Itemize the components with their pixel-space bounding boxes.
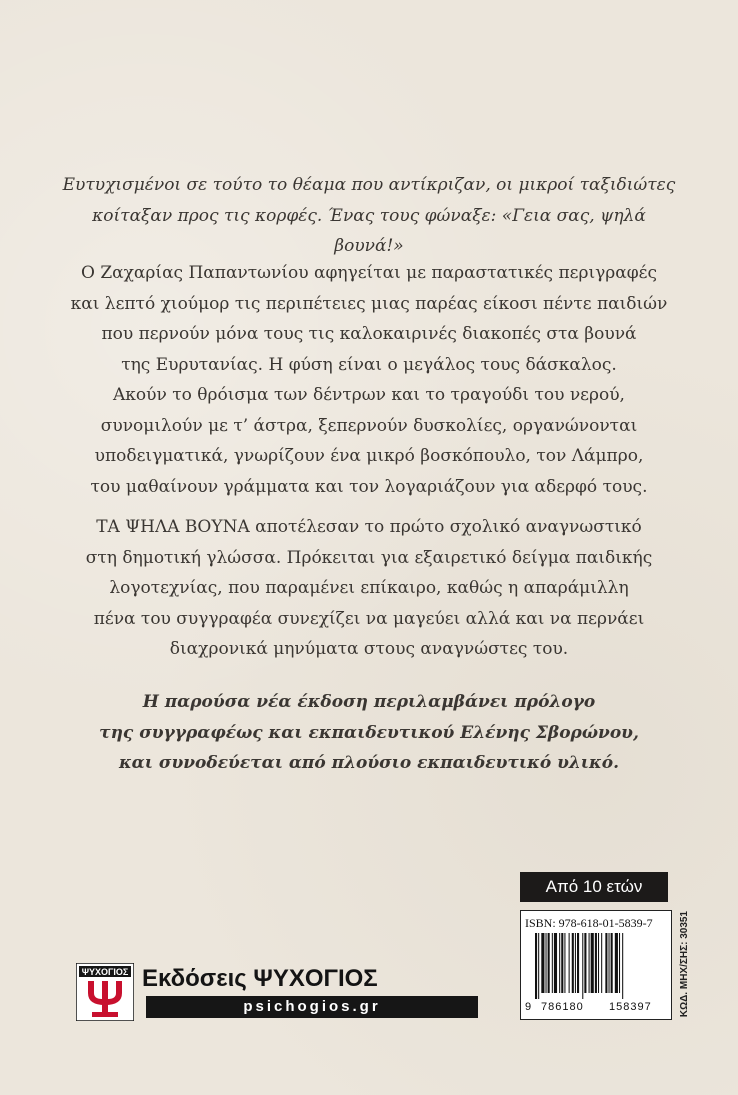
edition-line: της συγγραφέως και εκπαιδευτικού Ελένης Σβορώνου, xyxy=(99,722,639,743)
barcode-bar xyxy=(598,933,599,993)
barcode-bar xyxy=(546,933,547,993)
barcode-bar xyxy=(572,933,574,993)
barcode-bar xyxy=(548,933,550,993)
barcode-bar xyxy=(609,933,610,993)
barcode-bar xyxy=(541,933,544,993)
barcode-bar xyxy=(552,933,553,993)
edition-line: και συνοδεύεται από πλούσιο εκπαιδευτικό υλικό. xyxy=(118,753,620,773)
story-line: που περνούν μόνα τους τις καλοκαιρινές διακοπές στα βουνά xyxy=(101,324,637,344)
story-line: του μαθαίνουν γράμματα και τον λογαριάζουν για αδερφό τους. xyxy=(90,476,648,497)
barcode xyxy=(520,910,672,1020)
barcode-bar xyxy=(619,933,620,993)
logo-wordmark: ΨΥΧΟΓΙΟΣ xyxy=(81,967,129,977)
barcode-bar xyxy=(601,933,602,993)
product-code xyxy=(676,910,692,1018)
barcode-bar xyxy=(589,933,590,993)
barcode-bar xyxy=(611,933,613,993)
isbn-label: ISBN: 978-618-01-5839-7 xyxy=(525,916,653,930)
barcode-bar xyxy=(564,933,565,993)
publisher-name: Εκδόσεις ΨΥΧΟΓΙΟΣ xyxy=(142,965,378,992)
psychogios-logo-icon xyxy=(76,963,134,1021)
barcode-bar xyxy=(582,933,583,999)
story-summary xyxy=(60,258,678,502)
barcode-bar xyxy=(569,933,570,993)
edition-line: Η παρούσα νέα έκδοση περιλαμβάνει πρόλογο xyxy=(142,692,596,712)
barcode-bar xyxy=(584,933,586,993)
story-line: συνομιλούν με τ’ άστρα, ξεπερνούν δυσκολίες, οργανώνονται xyxy=(100,415,638,436)
story-line: Ακούν το θρόισμα των δέντρων και το τραγούδι του νερού, xyxy=(113,385,625,405)
barcode-bar xyxy=(622,933,623,999)
barcode-bar xyxy=(575,933,576,993)
barcode-bar xyxy=(561,933,563,993)
barcode-digit-first: 9 xyxy=(525,1001,532,1013)
about-line: πένα του συγγραφέα συνεχίζει να μαγεύει αλλά και να περνάει xyxy=(93,608,645,629)
about-line: λογοτεχνίας, που παραμένει επίκαιρο, καθώς η απαράμιλλη xyxy=(109,578,629,598)
story-line: Ο Ζαχαρίας Παπαντωνίου αφηγείται με παραστατικές περιγραφές xyxy=(81,263,657,283)
about-line: στη δημοτική γλώσσα. Πρόκειται για εξαιρετικό δείγμα παιδικής xyxy=(85,547,653,568)
barcode-bar xyxy=(554,933,557,993)
book-about xyxy=(60,512,678,665)
publisher-url[interactable]: psichogios.gr xyxy=(146,996,478,1018)
intro-line: Ευτυχισμένοι σε τούτο το θέαμα που αντίκριζαν, οι μικροί ταξιδιώτες xyxy=(62,175,676,195)
story-line: της Ευρυτανίας. Η φύση είναι ο μεγάλος τους δάσκαλος. xyxy=(121,354,617,375)
story-line: υποδειγματικά, γνωρίζουν ένα μικρό βοσκόπουλο, τον Λάμπρο, xyxy=(94,446,644,466)
product-code-text: ΚΩΔ. ΜΗΧ/ΣΗΣ: 30351 xyxy=(678,910,690,1018)
barcode-bar xyxy=(559,933,560,993)
barcode-bar xyxy=(605,933,607,993)
barcode-digits-right: 158397 xyxy=(609,1001,652,1013)
age-badge: Από 10 ετών xyxy=(520,872,668,902)
intro-quote xyxy=(60,170,678,262)
edition-note xyxy=(60,687,678,779)
barcode-bar xyxy=(535,933,537,999)
barcode-digits-left: 786180 xyxy=(541,1001,584,1013)
barcode-bar xyxy=(615,933,618,993)
barcode-bars xyxy=(535,933,657,999)
about-line: διαχρονικά μηνύματα στους αναγνώστες του. xyxy=(169,639,569,659)
about-line: ΤΑ ΨΗΛΑ ΒΟΥΝΑ αποτέλεσαν το πρώτο σχολικό αναγνωστικό xyxy=(96,517,642,537)
intro-line: κοίταξαν προς τις κορφές. Ένας τους φώναξε: «Γεια σας, ψηλά βουνά!» xyxy=(92,205,646,256)
barcode-bar xyxy=(595,933,597,993)
barcode-bar xyxy=(538,933,539,999)
barcode-bar xyxy=(591,933,594,993)
barcode-bar xyxy=(577,933,579,993)
story-line: και λεπτό χιούμορ τις περιπέτειες μιας παρέας είκοσι πέντε παιδιών xyxy=(70,293,668,314)
